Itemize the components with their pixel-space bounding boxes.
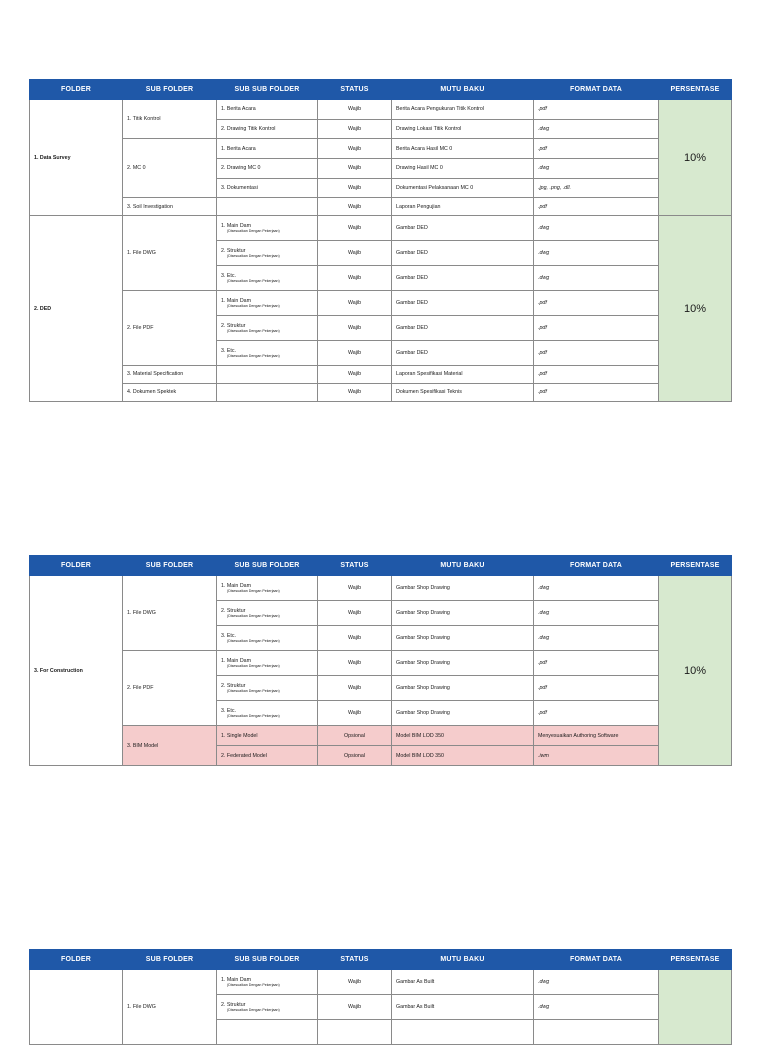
header-sub-sub-folder: SUB SUB FOLDER: [217, 950, 318, 970]
note-text: (Disesuaikan Dengan Pekerjaan): [227, 689, 280, 693]
sub-sub-folder-label: 1. Main Dam: [221, 977, 252, 983]
mutu-baku-cell: Berita Acara Hasil MC 0: [392, 139, 534, 159]
note-text: (Disesuaikan Dengan Pekerjaan): [227, 229, 280, 234]
persentase-cell: 10%: [659, 216, 732, 401]
status-cell: Wajib: [318, 676, 392, 701]
format-cell: .dwg: [534, 576, 659, 601]
mutu-baku-cell: Gambar As Built: [392, 995, 534, 1020]
sub-sub-folder-cell: [217, 601, 318, 626]
table-row: [30, 216, 732, 241]
table-row: [30, 198, 732, 216]
format-cell: .dwg: [534, 266, 659, 291]
mutu-baku-cell: Gambar DED: [392, 266, 534, 291]
format-cell: .pdf: [534, 198, 659, 216]
table-row: [30, 291, 732, 316]
sub-sub-folder-cell: 3. Dokumentasi: [217, 178, 318, 198]
header-sub-sub-folder: SUB SUB FOLDER: [217, 556, 318, 576]
folder-cell: 1. Data Survey: [30, 100, 123, 216]
table-row: [30, 139, 732, 159]
mutu-baku-cell: Gambar As Built: [392, 970, 534, 995]
format-cell: .dwg: [534, 119, 659, 139]
mutu-baku-cell: Gambar Shop Drawing: [392, 651, 534, 676]
status-cell: Wajib: [318, 216, 392, 241]
sub-sub-folder-cell: [217, 626, 318, 651]
sub-sub-folder-cell: [217, 365, 318, 383]
header-folder: FOLDER: [30, 80, 123, 100]
mutu-baku-cell: Drawing Lokasi Titik Kontrol: [392, 119, 534, 139]
format-cell: .dwg: [534, 995, 659, 1020]
note-text: (Disesuaikan Dengan Pekerjaan): [227, 589, 280, 593]
status-cell: Wajib: [318, 178, 392, 198]
note-text: (Disesuaikan Dengan Pekerjaan): [227, 353, 280, 358]
header-folder: FOLDER: [30, 950, 123, 970]
header-sub-folder: SUB FOLDER: [123, 556, 217, 576]
note-text: (Disesuaikan Dengan Pekerjaan): [227, 664, 280, 668]
sub-folder-cell: 2. File PDF: [123, 291, 217, 366]
sub-folder-cell: 4. Dokumen Spektek: [123, 383, 217, 401]
mutu-baku-cell: Model BIM LOD 350: [392, 746, 534, 766]
mutu-baku-cell: Gambar DED: [392, 241, 534, 266]
mutu-baku-cell: Berita Acara Pengukuran Titik Kontrol: [392, 100, 534, 120]
sub-folder-cell: 3. Soil Investigation: [123, 198, 217, 216]
sub-folder-cell: 1. Titik Kontrol: [123, 100, 217, 139]
table-as-built: [29, 949, 732, 1045]
sub-sub-folder-label: 3. Etc.: [221, 708, 237, 714]
format-cell: .pdf: [534, 651, 659, 676]
status-cell: Opsional: [318, 726, 392, 746]
sub-sub-folder-cell: 1. Berita Acara: [217, 139, 318, 159]
table-row: [30, 383, 732, 401]
sub-sub-folder-cell: [217, 970, 318, 995]
sub-folder-cell: 2. MC 0: [123, 139, 217, 198]
sub-sub-folder-cell: [217, 576, 318, 601]
sub-sub-folder-cell: [217, 241, 318, 266]
sub-sub-folder-cell: [217, 383, 318, 401]
format-cell: .dwg: [534, 216, 659, 241]
note-text: (Disesuaikan Dengan Pekerjaan): [227, 714, 280, 718]
folder-cell: 2. DED: [30, 216, 123, 401]
sub-folder-cell: 1. File DWG: [123, 576, 217, 651]
table-row: [30, 100, 732, 120]
sub-sub-folder-cell: [217, 651, 318, 676]
table-row: [30, 970, 732, 995]
header-mutu-baku: MUTU BAKU: [392, 950, 534, 970]
note-text: (Disesuaikan Dengan Pekerjaan): [227, 279, 280, 284]
folder-cell: [30, 970, 123, 1045]
sub-sub-folder-cell: 1. Single Model: [217, 726, 318, 746]
mutu-baku-cell: Gambar DED: [392, 316, 534, 341]
format-cell: .dwg: [534, 241, 659, 266]
sub-sub-folder-label: 3. Etc.: [221, 633, 237, 639]
status-cell: Wajib: [318, 119, 392, 139]
sub-folder-cell: 2. File PDF: [123, 651, 217, 726]
sub-sub-folder-cell: [217, 340, 318, 365]
header-format-data: FORMAT DATA: [534, 556, 659, 576]
sub-sub-folder-cell: [217, 676, 318, 701]
status-cell: Wajib: [318, 340, 392, 365]
note-text: (Disesuaikan Dengan Pekerjaan): [227, 1008, 280, 1012]
format-cell: .jpg, .png, .dll.: [534, 178, 659, 198]
table-row: [30, 576, 732, 601]
status-cell: Wajib: [318, 291, 392, 316]
header-sub-folder: SUB FOLDER: [123, 950, 217, 970]
note-text: (Disesuaikan Dengan Pekerjaan): [227, 983, 280, 987]
persentase-cell: 10%: [659, 576, 732, 766]
mutu-baku-cell: Gambar Shop Drawing: [392, 576, 534, 601]
status-cell: Wajib: [318, 651, 392, 676]
format-cell: .pdf: [534, 383, 659, 401]
sub-sub-folder-cell: 2. Drawing Titik Kontrol: [217, 119, 318, 139]
sub-sub-folder-label: 2. Struktur: [221, 683, 246, 689]
status-cell: Wajib: [318, 576, 392, 601]
mutu-baku-cell: Gambar DED: [392, 291, 534, 316]
table-header-row: [30, 556, 732, 576]
persentase-cell: [659, 970, 732, 1045]
format-cell: .iwm: [534, 746, 659, 766]
sub-sub-folder-cell: [217, 316, 318, 341]
header-mutu-baku: MUTU BAKU: [392, 80, 534, 100]
sub-folder-cell: 1. File DWG: [123, 970, 217, 1045]
header-persentase: PERSENTASE: [659, 556, 732, 576]
sub-sub-folder-label: 1. Main Dam: [221, 583, 252, 589]
sub-sub-folder-cell: [217, 995, 318, 1020]
table-row: [30, 726, 732, 746]
table-row: [30, 651, 732, 676]
sub-sub-folder-cell: [217, 216, 318, 241]
status-cell: Wajib: [318, 159, 392, 179]
format-cell: .pdf: [534, 365, 659, 383]
format-cell: .pdf: [534, 139, 659, 159]
table-header-row: [30, 950, 732, 970]
mutu-baku-cell: Gambar Shop Drawing: [392, 701, 534, 726]
status-cell: Wajib: [318, 601, 392, 626]
status-cell: Wajib: [318, 198, 392, 216]
format-cell: .dwg: [534, 970, 659, 995]
sub-folder-cell: 3. Material Specification: [123, 365, 217, 383]
sub-sub-folder-label: 3. Etc.: [221, 273, 237, 280]
mutu-baku-cell: Gambar Shop Drawing: [392, 626, 534, 651]
status-cell: Wajib: [318, 995, 392, 1020]
format-cell: .dwg: [534, 601, 659, 626]
sub-sub-folder-label: 2. Struktur: [221, 248, 246, 255]
sub-folder-cell: 1. File DWG: [123, 216, 217, 291]
header-sub-sub-folder: SUB SUB FOLDER: [217, 80, 318, 100]
mutu-baku-cell: Gambar Shop Drawing: [392, 601, 534, 626]
header-format-data: FORMAT DATA: [534, 950, 659, 970]
sub-sub-folder-label: 2. Struktur: [221, 322, 246, 329]
format-cell: .dwg: [534, 159, 659, 179]
format-cell: [534, 1020, 659, 1045]
sub-sub-folder-cell: 2. Federated Model: [217, 746, 318, 766]
status-cell: Wajib: [318, 365, 392, 383]
folder-cell: 3. For Construction: [30, 576, 123, 766]
mutu-baku-cell: Dokumentasi Pelaksanaan MC 0: [392, 178, 534, 198]
format-cell: .pdf: [534, 701, 659, 726]
status-cell: Wajib: [318, 139, 392, 159]
table-data-survey-ded: [29, 79, 732, 402]
note-text: (Disesuaikan Dengan Pekerjaan): [227, 254, 280, 259]
header-sub-folder: SUB FOLDER: [123, 80, 217, 100]
status-cell: [318, 1020, 392, 1045]
format-cell: .pdf: [534, 676, 659, 701]
sub-sub-folder-cell: [217, 291, 318, 316]
note-text: (Disesuaikan Dengan Pekerjaan): [227, 328, 280, 333]
mutu-baku-cell: Model BIM LOD 350: [392, 726, 534, 746]
header-persentase: PERSENTASE: [659, 80, 732, 100]
format-cell: .pdf: [534, 316, 659, 341]
mutu-baku-cell: Drawing Hasil MC 0: [392, 159, 534, 179]
note-text: (Disesuaikan Dengan Pekerjaan): [227, 639, 280, 643]
status-cell: Wajib: [318, 266, 392, 291]
sub-sub-folder-label: 1. Main Dam: [221, 658, 252, 664]
sub-sub-folder-cell: 1. Berita Acara: [217, 100, 318, 120]
header-status: STATUS: [318, 80, 392, 100]
status-cell: Wajib: [318, 626, 392, 651]
status-cell: Wajib: [318, 100, 392, 120]
sub-sub-folder-label: 1. Main Dam: [221, 223, 252, 230]
note-text: (Disesuaikan Dengan Pekerjaan): [227, 614, 280, 618]
status-cell: Wajib: [318, 970, 392, 995]
format-cell: .pdf: [534, 100, 659, 120]
mutu-baku-cell: [392, 1020, 534, 1045]
persentase-cell: 10%: [659, 100, 732, 216]
header-persentase: PERSENTASE: [659, 950, 732, 970]
sub-sub-folder-label: 1. Main Dam: [221, 298, 252, 305]
mutu-baku-cell: Gambar Shop Drawing: [392, 676, 534, 701]
mutu-baku-cell: Gambar DED: [392, 340, 534, 365]
sub-sub-folder-cell: [217, 701, 318, 726]
header-status: STATUS: [318, 950, 392, 970]
sub-sub-folder-label: 2. Struktur: [221, 1002, 246, 1008]
status-cell: Wajib: [318, 241, 392, 266]
sub-sub-folder-label: 2. Struktur: [221, 608, 246, 614]
mutu-baku-cell: Laporan Spesifikasi Material: [392, 365, 534, 383]
format-cell: .pdf: [534, 340, 659, 365]
header-status: STATUS: [318, 556, 392, 576]
header-format-data: FORMAT DATA: [534, 80, 659, 100]
header-mutu-baku: MUTU BAKU: [392, 556, 534, 576]
table-row: [30, 365, 732, 383]
table-header-row: [30, 80, 732, 100]
sub-sub-folder-cell: [217, 1020, 318, 1045]
mutu-baku-cell: Laporan Pengujian: [392, 198, 534, 216]
note-text: (Disesuaikan Dengan Pekerjaan): [227, 304, 280, 309]
sub-sub-folder-label: 3. Etc.: [221, 347, 237, 354]
status-cell: Wajib: [318, 701, 392, 726]
status-cell: Opsional: [318, 746, 392, 766]
mutu-baku-cell: Gambar DED: [392, 216, 534, 241]
sub-folder-cell: 3. BIM Model: [123, 726, 217, 766]
sub-sub-folder-cell: [217, 266, 318, 291]
status-cell: Wajib: [318, 383, 392, 401]
format-cell: Menyesuaikan Authoring Software: [534, 726, 659, 746]
sub-sub-folder-cell: 2. Drawing MC 0: [217, 159, 318, 179]
mutu-baku-cell: Dokumen Spesifikasi Teknis: [392, 383, 534, 401]
format-cell: .pdf: [534, 291, 659, 316]
format-cell: .dwg: [534, 626, 659, 651]
status-cell: Wajib: [318, 316, 392, 341]
sub-sub-folder-cell: [217, 198, 318, 216]
header-folder: FOLDER: [30, 556, 123, 576]
table-for-construction: [29, 555, 732, 766]
